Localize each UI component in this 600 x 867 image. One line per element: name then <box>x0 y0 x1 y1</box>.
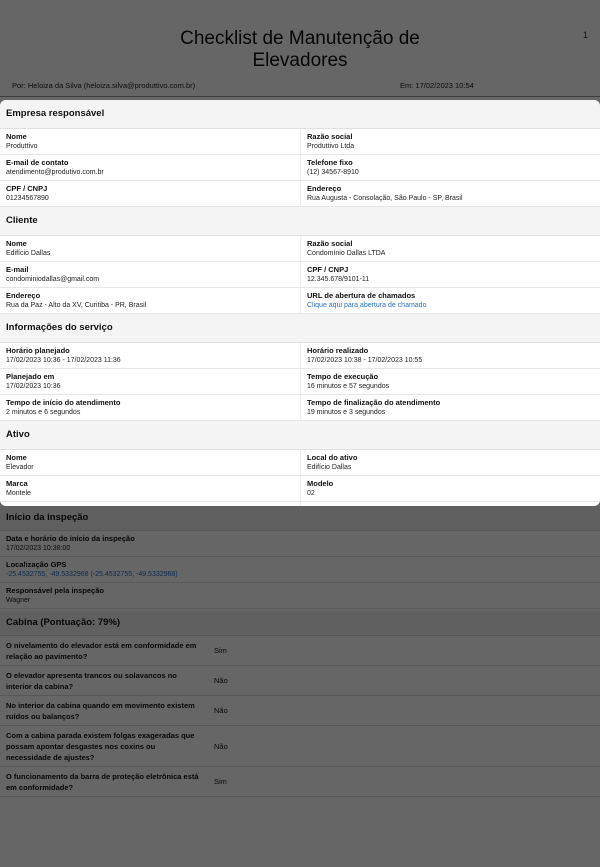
field-value: 17/02/2023 10:36 - 17/02/2023 11:36 <box>6 357 121 364</box>
field-label <box>6 505 294 506</box>
field-label: Razão social <box>307 239 353 248</box>
info-cell <box>0 155 300 180</box>
field-value: 01234567890 <box>6 195 49 202</box>
info-cell <box>300 476 600 501</box>
field-label: Endereço <box>307 184 342 193</box>
info-cell <box>0 343 300 368</box>
info-row <box>0 236 600 262</box>
section-title: Cliente <box>0 207 600 236</box>
info-cell <box>300 288 600 313</box>
field-label: Nome <box>6 453 27 462</box>
info-cell <box>0 288 300 313</box>
field-label: Endereço <box>6 291 41 300</box>
field-value: 2 minutos e 6 segundos <box>6 409 81 416</box>
info-cell <box>0 450 300 475</box>
client-section <box>0 207 600 314</box>
field-value: Produttivo <box>6 143 38 150</box>
info-row <box>0 502 600 506</box>
info-row <box>0 155 600 181</box>
ticket-url-link[interactable]: Clique aqui para abertura de chamado <box>307 302 427 309</box>
section-title: Empresa responsável <box>0 100 600 129</box>
field-value: Montele <box>6 490 31 497</box>
field-value: atendimento@produtivo.com.br <box>6 169 104 176</box>
field-label: Marca <box>6 479 28 488</box>
field-label: Planejado em <box>6 372 55 381</box>
field-value: 02 <box>307 490 315 497</box>
details-modal <box>0 100 600 506</box>
company-section <box>0 100 600 207</box>
field-value: 16 minutos e 57 segundos <box>307 383 390 390</box>
info-row <box>0 288 600 314</box>
info-row <box>0 450 600 476</box>
info-cell <box>300 395 600 420</box>
field-value: Rua da Paz - Alto da XV, Curitiba - PR, Brasil <box>6 302 147 309</box>
field-label: Modelo <box>307 479 334 488</box>
field-label: URL de abertura de chamados <box>307 291 416 300</box>
info-row <box>0 129 600 155</box>
info-cell <box>300 502 600 506</box>
field-value: Produttivo Ltda <box>307 143 355 150</box>
info-cell <box>300 155 600 180</box>
info-cell <box>300 343 600 368</box>
field-value: 12.345.678/9101-11 <box>307 276 370 283</box>
field-label: Tempo de início do atendimento <box>6 398 121 407</box>
info-cell <box>0 129 300 154</box>
field-label: E-mail de contato <box>6 158 69 167</box>
field-value: Edifício Dallas <box>307 464 352 471</box>
info-cell <box>0 369 300 394</box>
info-cell <box>0 236 300 261</box>
section-title: Informações do serviço <box>0 314 600 343</box>
field-value: (12) 34567-8910 <box>307 169 359 176</box>
info-cell <box>300 236 600 261</box>
info-cell <box>0 262 300 287</box>
field-label: Razão social <box>307 132 353 141</box>
field-label: Horário planejado <box>6 346 70 355</box>
field-label: E-mail <box>6 265 29 274</box>
info-row <box>0 395 600 421</box>
field-value: 17/02/2023 10:36 <box>6 383 61 390</box>
field-value: Edifício Dallas <box>6 250 51 257</box>
field-label: Nome <box>6 239 27 248</box>
field-label: Horário realizado <box>307 346 369 355</box>
field-label <box>307 505 594 506</box>
field-label: Tempo de execução <box>307 372 379 381</box>
field-label: Telefone fixo <box>307 158 353 167</box>
field-label: CPF / CNPJ <box>6 184 48 193</box>
field-value: condominiodallas@gmail.com <box>6 276 100 283</box>
field-value: Condomínio Dallas LTDA <box>307 250 386 257</box>
info-row <box>0 181 600 207</box>
field-value: 17/02/2023 10:38 - 17/02/2023 10:55 <box>307 357 423 364</box>
asset-section <box>0 421 600 506</box>
field-value: Rua Augusta - Consolação, São Paulo - SP, Brasil <box>307 195 463 202</box>
info-cell <box>0 502 300 506</box>
info-row <box>0 343 600 369</box>
info-cell <box>0 476 300 501</box>
info-row <box>0 262 600 288</box>
info-cell <box>300 129 600 154</box>
field-label: CPF / CNPJ <box>307 265 349 274</box>
info-row <box>0 369 600 395</box>
info-cell <box>300 369 600 394</box>
info-row <box>0 476 600 502</box>
field-label: Local do ativo <box>307 453 358 462</box>
info-cell <box>0 395 300 420</box>
info-cell <box>300 450 600 475</box>
service-section <box>0 314 600 421</box>
field-label: Tempo de finalização do atendimento <box>307 398 441 407</box>
field-value: 19 minutos e 3 segundos <box>307 409 386 416</box>
section-title: Ativo <box>0 421 600 450</box>
info-cell <box>300 181 600 206</box>
info-cell <box>0 181 300 206</box>
field-label: Nome <box>6 132 27 141</box>
info-cell <box>300 262 600 287</box>
field-value: Elevador <box>6 464 34 471</box>
